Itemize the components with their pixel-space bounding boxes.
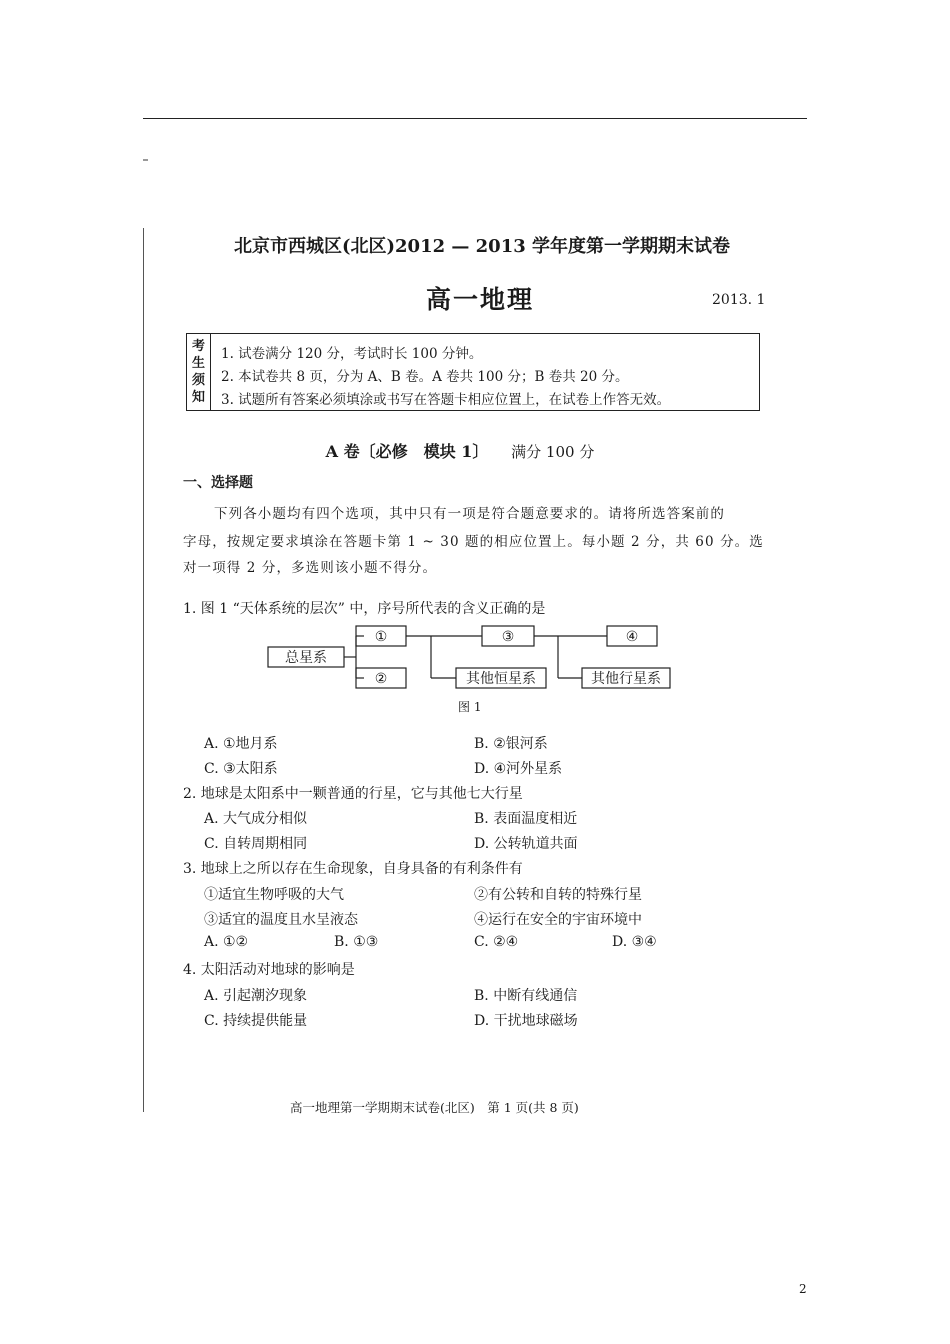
question-stem: 4. 太阳活动对地球的影响是: [183, 962, 355, 978]
condition: ②有公转和自转的特殊行星: [474, 887, 642, 903]
section-a-title: A 卷〔必修 模块 1〕: [325, 442, 489, 461]
exam-date: 2013. 1: [712, 292, 766, 308]
option: A. 引起潮汐现象: [204, 988, 308, 1004]
subject-title: 高一地理: [425, 285, 534, 314]
binding-margin-line: [143, 228, 144, 1112]
option: D. 公转轨道共面: [474, 836, 578, 852]
instruction-line: 下列各小题均有四个选项，其中只有一项是符合题意要求的。请将所选答案前的: [214, 506, 725, 522]
notice-label-char: 须: [191, 373, 205, 388]
option: D. ④河外星系: [474, 761, 563, 777]
node-3: ③: [501, 629, 515, 645]
question-stem: 1. 图 1 “天体系统的层次” 中，序号所代表的含义正确的是: [183, 601, 546, 617]
node-2: ②: [374, 671, 388, 687]
instruction-line: 字母，按规定要求填涂在答题卡第 1 ~ 30 题的相应位置上。每小题 2 分，共 60 分。选: [183, 534, 764, 550]
option: B. ②银河系: [474, 736, 548, 752]
option: B. ①③: [334, 934, 379, 950]
notice-label-char: 生: [191, 356, 205, 371]
question-stem: 3. 地球上之所以存在生命现象，自身具备的有利条件有: [183, 861, 523, 877]
option: B. 表面温度相近: [474, 811, 578, 827]
notice-label-char: 考: [191, 339, 205, 354]
top-rule: [143, 118, 807, 119]
option: D. ③④: [612, 934, 657, 950]
node-other-planetary-systems: 其他行星系: [591, 671, 661, 687]
notice-item: 1. 试卷满分 120 分，考试时长 100 分钟。: [221, 346, 483, 362]
section-a-heading: [150, 439, 770, 462]
page-number: 2: [799, 1282, 807, 1296]
exam-title: 北京市西城区(北区)2012 — 2013 学年度第一学期期末试卷: [233, 236, 731, 257]
node-total-galaxy: 总星系: [285, 650, 327, 666]
question-stem: 2. 地球是太阳系中一颗普通的行星，它与其他七大行星: [183, 786, 523, 802]
notice-item: 2. 本试卷共 8 页，分为 A、B 卷。A 卷共 100 分；B 卷共 20 分。: [221, 369, 629, 385]
section-a-score: 满分 100 分: [511, 443, 595, 461]
notice-label-char: 知: [191, 390, 205, 405]
option: A. ①②: [204, 934, 249, 950]
option: C. ②④: [474, 934, 519, 950]
notice-label: [187, 334, 211, 410]
node-1: ①: [374, 629, 388, 645]
option: C. 自转周期相同: [204, 836, 308, 852]
celestial-hierarchy-diagram: [260, 620, 680, 695]
scan-mark: [143, 159, 148, 161]
node-other-star-systems: 其他恒星系: [466, 671, 536, 687]
option: A. ①地月系: [204, 736, 278, 752]
condition: ①适宜生物呼吸的大气: [204, 887, 344, 903]
instruction-line: 对一项得 2 分，多选则该小题不得分。: [183, 560, 438, 576]
option: C. ③太阳系: [204, 761, 278, 777]
option: D. 干扰地球磁场: [474, 1013, 578, 1029]
page-footer: 高一地理第一学期期末试卷(北区) 第 1 页(共 8 页): [290, 1100, 579, 1115]
option: C. 持续提供能量: [204, 1013, 308, 1029]
candidate-notice-box: [186, 333, 760, 411]
part-heading: 一、选择题: [183, 475, 253, 491]
option: A. 大气成分相似: [204, 811, 308, 827]
condition: ③适宜的温度且水呈液态: [204, 912, 358, 928]
node-4: ④: [625, 629, 639, 645]
notice-item: 3. 试题所有答案必须填涂或书写在答题卡相应位置上，在试卷上作答无效。: [221, 392, 671, 408]
option: B. 中断有线通信: [474, 988, 578, 1004]
figure-caption: 图 1: [458, 700, 482, 714]
condition: ④运行在安全的宇宙环境中: [474, 912, 642, 928]
